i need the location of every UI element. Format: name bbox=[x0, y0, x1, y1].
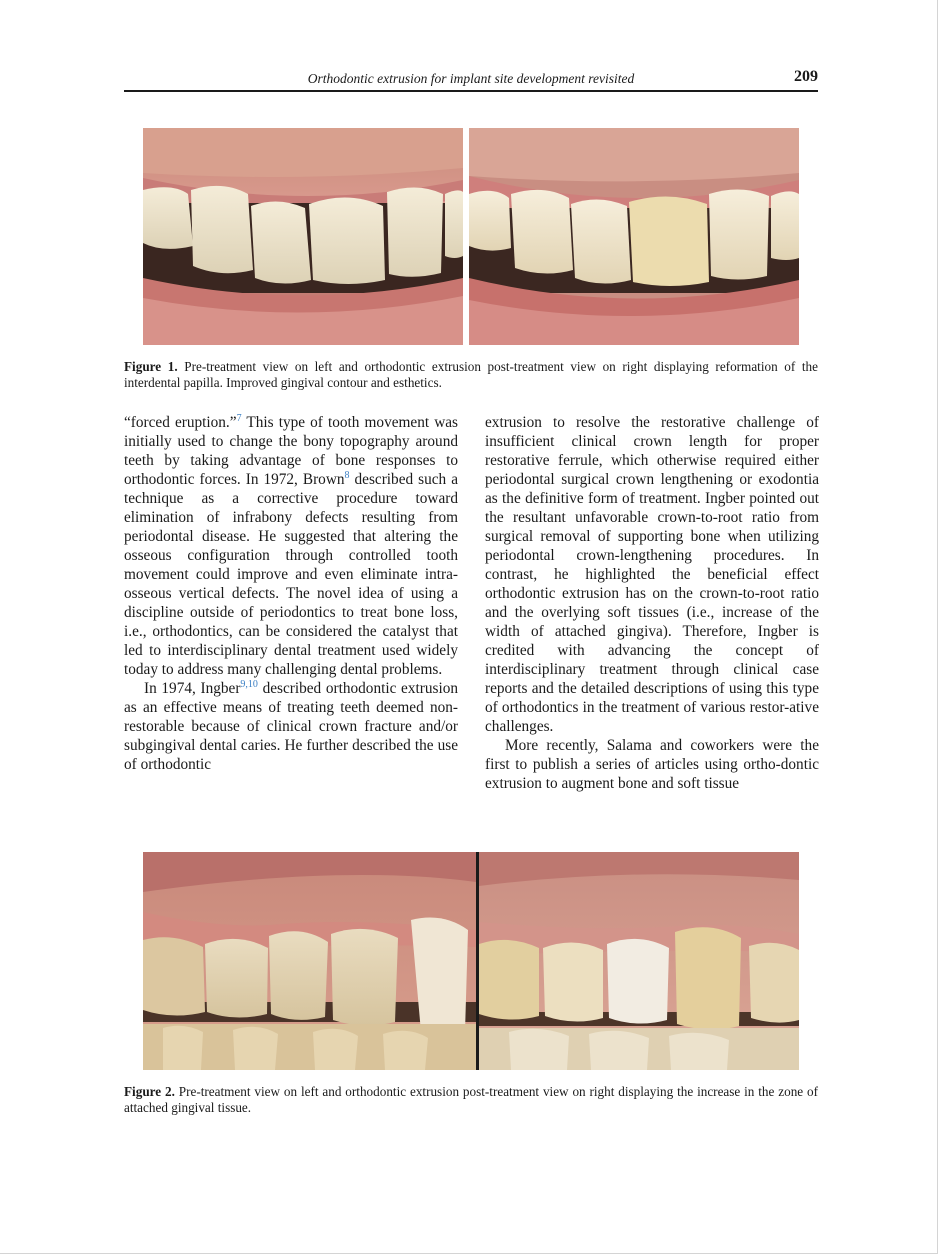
reference-7-link[interactable]: 7 bbox=[236, 412, 242, 424]
reference-8-link[interactable]: 8 bbox=[344, 469, 350, 481]
page-number: 209 bbox=[794, 68, 818, 85]
reference-9-10-link[interactable]: 9,10 bbox=[240, 678, 258, 690]
text-run: In 1974, Ingber bbox=[144, 680, 241, 697]
figure1-caption-text: Pre-treatment view on left and orthodontic extrusion post-treatment view on right displaying reformation of the interdental papilla. Improved gingival contour and esthetics. bbox=[124, 359, 818, 390]
right-text-column bbox=[485, 413, 819, 793]
right-paragraph-2: More recently, Salama and coworkers were the first to publish a series of articles using ortho-dontic extrusion to augment bone and soft tissue bbox=[485, 737, 819, 792]
running-head bbox=[124, 68, 818, 92]
figure1-pre-treatment-photo bbox=[143, 128, 463, 345]
figure1-label: Figure 1. bbox=[124, 359, 185, 374]
figure2-label: Figure 2. bbox=[124, 1084, 179, 1099]
figure1-post-treatment-photo bbox=[469, 128, 799, 345]
left-paragraph-2 bbox=[124, 679, 458, 774]
text-run: “forced eruption.” bbox=[124, 414, 237, 431]
figure2-post-treatment-photo bbox=[479, 852, 799, 1070]
figure2-pre-treatment-photo bbox=[143, 852, 476, 1070]
figure1-caption bbox=[124, 359, 818, 391]
left-paragraph-1 bbox=[124, 413, 458, 679]
text-run: described orthodontic extrusion as an effective means of treating teeth deemed non-restorable because of clinical crown fracture and/or subgingival dental caries. He further described the use of orthodontic bbox=[124, 680, 458, 773]
running-title: Orthodontic extrusion for implant site development revisited bbox=[307, 71, 635, 86]
text-run: This type of tooth movement was initially used to change the bony topography around teeth by taking advantage of bone responses to orthodontic forces. In 1972, Brown bbox=[124, 414, 458, 488]
text-run: described such a technique as a corrective procedure toward elimination of infrabony defects resulting from periodontal disease. He suggested that altering the osseous configuration through controlled tooth movement could improve and even eliminate intra-osseous vertical defects. The novel idea of using a discipline outside of periodontics to treat bone loss, i.e., orthodontics, can be considered the catalyst that led to interdisciplinary dental treatment used widely today to address many challenging dental problems. bbox=[124, 471, 458, 678]
figure2-caption bbox=[124, 1084, 818, 1116]
right-paragraph-1: extrusion to resolve the restorative challenge of insufficient clinical crown length for proper restorative ferrule, which otherwise required either periodontal surgical crown lengthening or exodontia as the definitive form of treatment. Ingber pointed out the resultant unfavorable crown-to-root ratio from surgical removal of supporting bone when utilizing periodontal crown-lengthening procedures. In contrast, he highlighted the beneficial effect orthodontic extrusion has on the crown-to-root ratio and the overlying soft tissues (i.e., increase of the width of attached gingiva). Therefore, Ingber is credited with advancing the concept of interdisciplinary treatment through clinical case reports and the detailed descriptions of using this type of orthodontics in the treatment of various restor-ative challenges. bbox=[485, 414, 819, 735]
left-text-column bbox=[124, 413, 458, 774]
figure2-caption-text: Pre-treatment view on left and orthodontic extrusion post-treatment view on right displaying the increase in the zone of attached gingival tissue. bbox=[124, 1084, 818, 1115]
